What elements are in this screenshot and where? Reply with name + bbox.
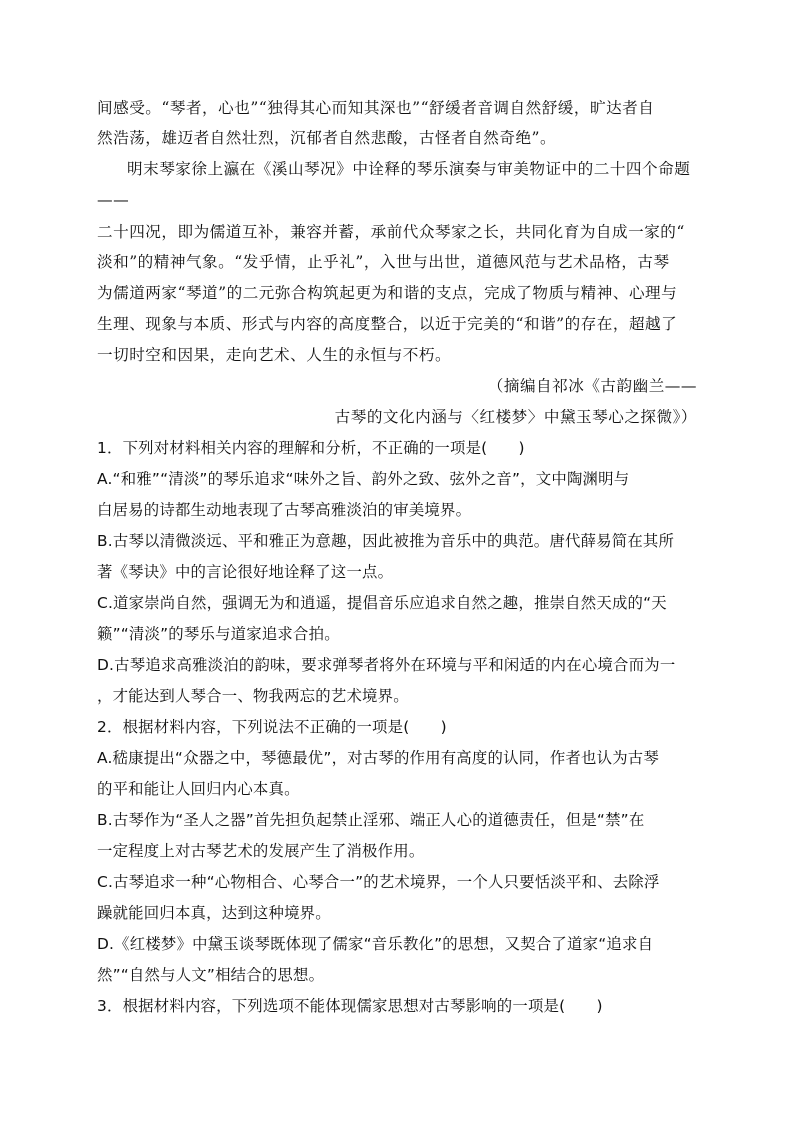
question-1-option-line: B.古琴以清微淡远、平和雅正为意趣，因此被推为音乐中的典范。唐代薛易简在其所 [97,532,675,550]
question-1-option-line: 籁”“清淡”的琴乐与道家追求合拍。 [97,625,340,643]
question-1-option-line: D.古琴追求高雅淡泊的韵味，要求弹琴者将外在环境与平和闲适的内在心境合而为一 [97,656,676,674]
question-2-option-line: A.嵇康提出“众器之中，琴德最优”，对古琴的作用有高度的认同，作者也认为古琴 [97,749,659,767]
question-2-option-line: D.《红楼梦》中黛玉谈琴既体现了儒家“音乐教化”的思想，又契合了道家“追求自 [97,935,654,953]
source-citation-line: 古琴的文化内涵与〈红楼梦〉中黛玉琴心之探微》） [334,408,697,426]
question-1-option-line: ，才能达到人琴合一、物我两忘的艺术境界。 [97,687,409,705]
question-2-option-line: C.古琴追求一种“心物相合、心琴合一”的艺术境界，一个人只要恬淡平和、去除浮 [97,873,660,891]
question-1-option-line: C.道家崇尚自然，强调无为和逍遥，提倡音乐应追求自然之趣，推崇自然天成的“天 [97,594,667,612]
passage-line: 明末琴家徐上瀛在《溪山琴况》中诠释的琴乐演奏与审美物证中的二十四个命题 [127,160,691,178]
question-2-option-line: 然”“自然与人文”相结合的思想。 [97,966,325,984]
question-1-stem: 1．下列对材料相关内容的理解和分析，不正确的一项是( ) [97,439,525,457]
question-2-option-line: B.古琴作为“圣人之器”首先担负起禁止淫邪、端正人心的道德责任，但是“禁”在 [97,811,645,829]
question-1-option-line: 白居易的诗都生动地表现了古琴高雅淡泊的审美境界。 [97,501,472,519]
question-2-option-line: 躁就能回归本真，达到这种境界。 [97,904,331,922]
passage-line: 为儒道两家“琴道”的二元弥合构筑起更为和谐的支点，完成了物质与精神、心理与 [97,284,678,302]
passage-line: —— [97,191,130,209]
passage-line: 生理、现象与本质、形式与内容的高度整合，以近于完美的“和谐”的存在，超越了 [97,315,678,333]
question-2-option-line: 的平和能让人回归内心本真。 [97,780,300,798]
question-2-option-line: 一定程度上对古琴艺术的发展产生了消极作用。 [97,842,425,860]
question-3-stem: 3．根据材料内容，下列选项不能体现儒家思想对古琴影响的一项是( ) [97,997,603,1015]
passage-line: 淡和”的精神气象。“发乎情，止乎礼”，入世与出世，道德风范与艺术品格，古琴 [97,253,670,271]
question-1-option-line: 著《琴诀》中的言论很好地诠释了这一点。 [97,563,394,581]
passage-line: 二十四况，即为儒道互补，兼容并蓄，承前代众琴家之长，共同化育为自成一家的“ [97,223,685,241]
question-2-stem: 2．根据材料内容，下列说法不正确的一项是( ) [97,718,447,736]
passage-line: 然浩荡，雄迈者自然壮烈，沉郁者自然悲酸，古怪者自然奇绝”。 [97,129,557,147]
passage-line: 一切时空和因果，走向艺术、人生的永恒与不朽。 [97,346,452,364]
question-1-option-line: A.“和雅”“清淡”的琴乐追求“味外之旨、韵外之致、弦外之音”，文中陶渊明与 [97,470,630,488]
source-citation-line: （摘编自祁冰《古韵幽兰—— [487,377,697,395]
passage-line: 间感受。“琴者，心也”“独得其心而知其深也”“舒缓者音调自然舒缓，旷达者自 [97,99,655,117]
